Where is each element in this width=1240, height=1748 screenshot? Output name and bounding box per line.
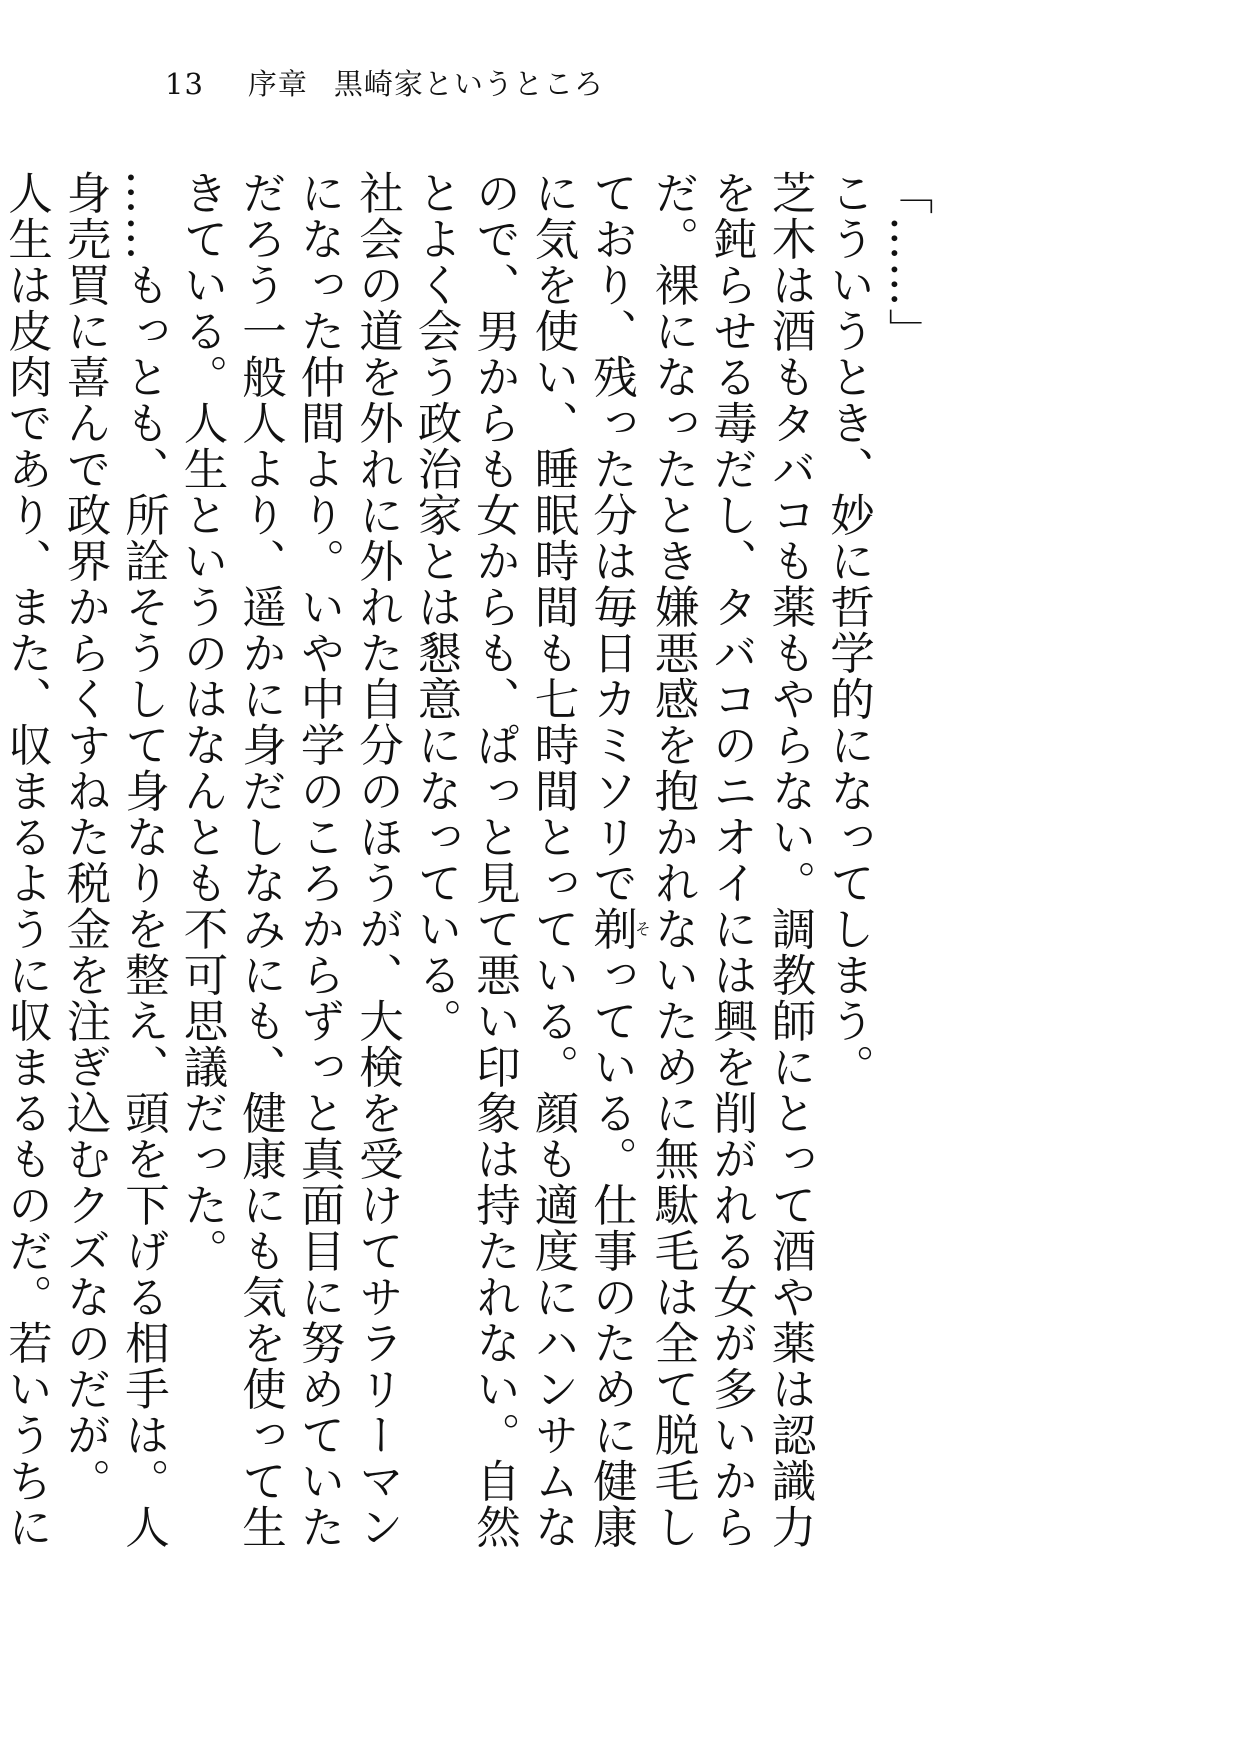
paragraph-5: 人生は皮肉であり、また、収まるように収まるものだ。若いうちに (0, 170, 52, 1550)
vertical-body-text (0, 170, 935, 1580)
ruby-reading: そ (632, 906, 652, 952)
paragraph-2-before-ruby: 芝木は酒もタバコも薬もやらない。調教師にとって酒や薬は認識力を鈍らせる毒だし、タバコのニオイには興を削がれる女が多いからだ。裸になったとき嫌悪感を抱かれないために無駄毛は全て脱毛しており、残った分は毎日カミソリで (585, 170, 815, 1550)
paragraph-1: こういうとき、妙に哲学的になってしまう。 (822, 170, 874, 1090)
paragraph-2 (406, 170, 819, 1580)
paragraph-3: 社会の道を外れに外れた自分のほうが、大検を受けてサラリーマンになった仲間より。いや中学のころからずっと真面目に努めていただろう一般人より、遥かに身だしなみにも、健康にも気を使って生きている。人生というのはなんとも不可思議だった。 (176, 170, 403, 1550)
running-header (165, 62, 604, 103)
ruby-annotation (585, 906, 652, 952)
page-number: 13 (165, 67, 204, 101)
chapter-title: 黒崎家というところ (333, 67, 604, 101)
paragraph-4: ……もっとも、所詮そうして身なりを整え、頭を下げる相手は。人身売買に喜んで政界からくすねた税金を注ぎ込むクズなのだが。 (59, 170, 169, 1550)
chapter-label: 序章 (247, 67, 308, 101)
paragraph-2-after-ruby: っている。仕事のために健康に気を使い、睡眠時間も七時間とっている。顔も適度にハンサムなので、男からも女からも、ぱっと見て悪い印象は持たれない。自然とよく会う政治家とは懇意になっている。 (410, 170, 637, 1550)
ruby-base: 剃 (585, 906, 637, 952)
paragraph-dialogue: 「……」 (881, 170, 932, 354)
